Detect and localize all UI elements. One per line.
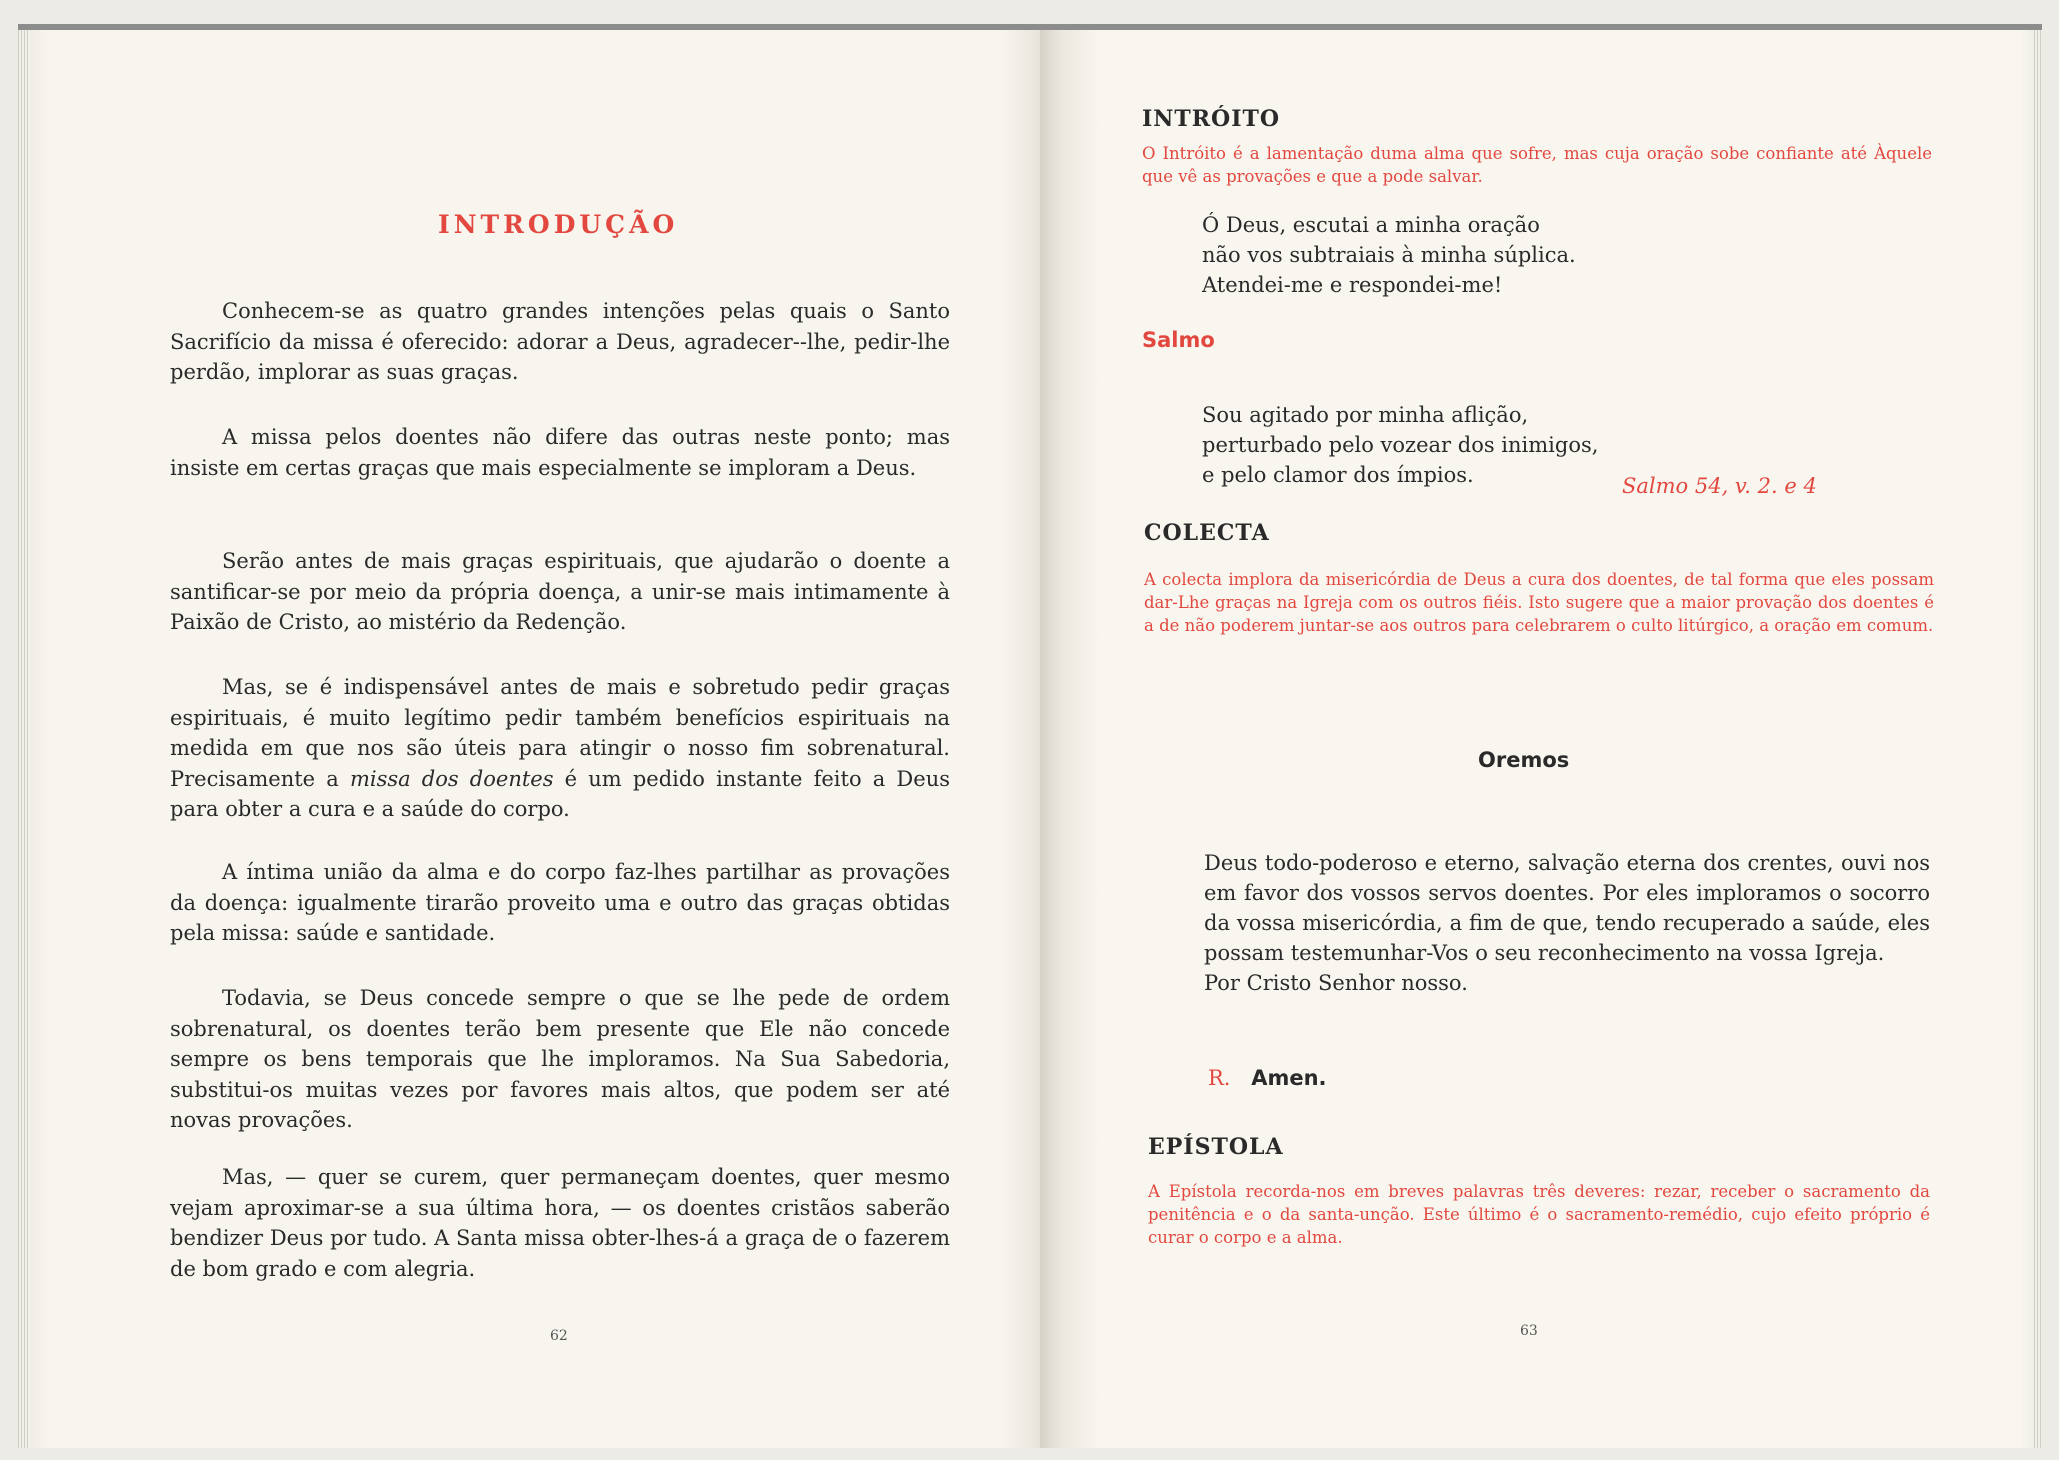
intro-paragraph-4 <box>170 672 950 825</box>
page-edge-right <box>2032 30 2042 1448</box>
salmo-verse-line-1: Sou agitado por minha aflição, <box>1202 403 1529 427</box>
salmo-verse <box>1202 400 1598 490</box>
intro-paragraph-7: Mas, — quer se curem, quer permaneçam doentes, quer mesmo vejam aproximar-se a sua última hora, — os doentes cristãos saberão bendizer Deus por tudo. A Santa missa obter-lhes-á a graça de o fazerem de bom grado e com alegria. <box>170 1165 950 1281</box>
right-page <box>1040 30 2042 1448</box>
introito-rubric: O Intróito é a lamentação duma alma que sofre, mas cuja oração sobe confiante até Àquele que vê as provações e que a pode salvar. <box>1142 144 1932 186</box>
collect-prayer-text: Deus todo-poderoso e eterno, salvação eterna dos crentes, ouvi nos em favor dos vossos servos doentes. Por eles imploramos o socorro da vossa misericórdia, a fim de que, tendo recuperado a saúde, eles possam testemunhar-Vos o seu reconhecimento na vossa Igreja. <box>1204 851 1930 965</box>
intro-paragraph-3: Serão antes de mais graças espirituais, que ajudarão o doente a santificar-se por meio da própria doença, a unir-se mais intimamente à Paixão de Cristo, ao mistério da Redenção. <box>170 549 950 634</box>
intro-paragraph-4-italic: missa dos doentes <box>349 766 554 791</box>
introito-verse-line-1: Ó Deus, escutai a minha oração <box>1202 213 1540 237</box>
collect-prayer-close: Por Cristo Senhor nosso. <box>1204 971 1468 995</box>
left-page <box>18 30 1050 1448</box>
salmo-verse-line-3: e pelo clamor dos ímpios. <box>1202 463 1474 487</box>
epistola-heading: EPÍSTOLA <box>1148 1134 1284 1160</box>
salmo-verse-line-2: perturbado pelo vozear dos inimigos, <box>1202 433 1599 457</box>
response-line <box>1208 1066 1327 1090</box>
colecta-heading: COLECTA <box>1144 520 1270 546</box>
intro-paragraph-5: A íntima união da alma e do corpo faz-lhes partilhar as provações da doença: igualmente tirarão proveito uma e outro das graças obtidas pela missa: saúde e santidade. <box>170 860 950 945</box>
introduction-title: INTRODUÇÃO <box>438 210 679 239</box>
page-edge-left <box>18 30 30 1448</box>
salmo-heading: Salmo <box>1142 328 1215 352</box>
intro-paragraph-1: Conhecem-se as quatro grandes intenções pelas quais o Santo Sacrifício da missa é oferecido: adorar a Deus, agradecer--lhe, pedir-lhe perdão, implorar as suas graças. <box>170 299 950 384</box>
page-number-right: 63 <box>1520 1323 1538 1339</box>
epistola-rubric: A Epístola recorda-nos em breves palavras três deveres: rezar, receber o sacramento da penitência e o da santa-unção. Este último é o sacramento-remédio, cujo efeito próprio é curar o corpo e a alma. <box>1148 1182 1930 1247</box>
page-number-left: 62 <box>550 1328 568 1344</box>
intro-paragraph-2: A missa pelos doentes não difere das outras neste ponto; mas insiste em certas graças que mais especialmente se imploram a Deus. <box>170 425 950 480</box>
oremos-heading: Oremos <box>1478 748 1570 772</box>
salmo-citation: Salmo 54, v. 2. e 4 <box>1622 474 1817 498</box>
introito-verse-line-3: Atendei-me e respondei-me! <box>1202 273 1503 297</box>
intro-paragraph-4-text-a: Mas, se é indispensável antes de mais e sobretudo pedir graças espirituais, é muito legítimo pedir também benefícios espirituais na medida em que nos são úteis para atingir o nosso fim sobrenatural. Precisamente a <box>170 675 950 791</box>
introito-verse <box>1202 210 1576 300</box>
intro-paragraph-4-text-b: é um pedido instante feito a Deus para obter a cura e a saúde do corpo. <box>170 766 950 821</box>
response-marker: R. <box>1208 1066 1231 1090</box>
introito-heading: INTRÓITO <box>1142 106 1281 132</box>
book-spread <box>18 24 2042 1448</box>
collect-prayer <box>1204 848 1930 998</box>
introito-verse-line-2: não vos subtraiais à minha súplica. <box>1202 243 1576 267</box>
intro-paragraph-6: Todavia, se Deus concede sempre o que se lhe pede de ordem sobrenatural, os doentes terão bem presente que Ele não concede sempre os bens temporais que lhe imploramos. Na Sua Sabedoria, substitui-os muitas vezes por favores mais altos, que podem ser até novas provações. <box>170 986 950 1132</box>
colecta-rubric: A colecta implora da misericórdia de Deus a cura dos doentes, de tal forma que eles possam dar-Lhe graças na Igreja com os outros fiéis. Isto sugere que a maior provação dos doentes é a de não poderem juntar-se aos outros para celebrarem o culto litúrgico, a oração em comum. <box>1144 570 1934 635</box>
response-text: Amen. <box>1251 1066 1327 1090</box>
